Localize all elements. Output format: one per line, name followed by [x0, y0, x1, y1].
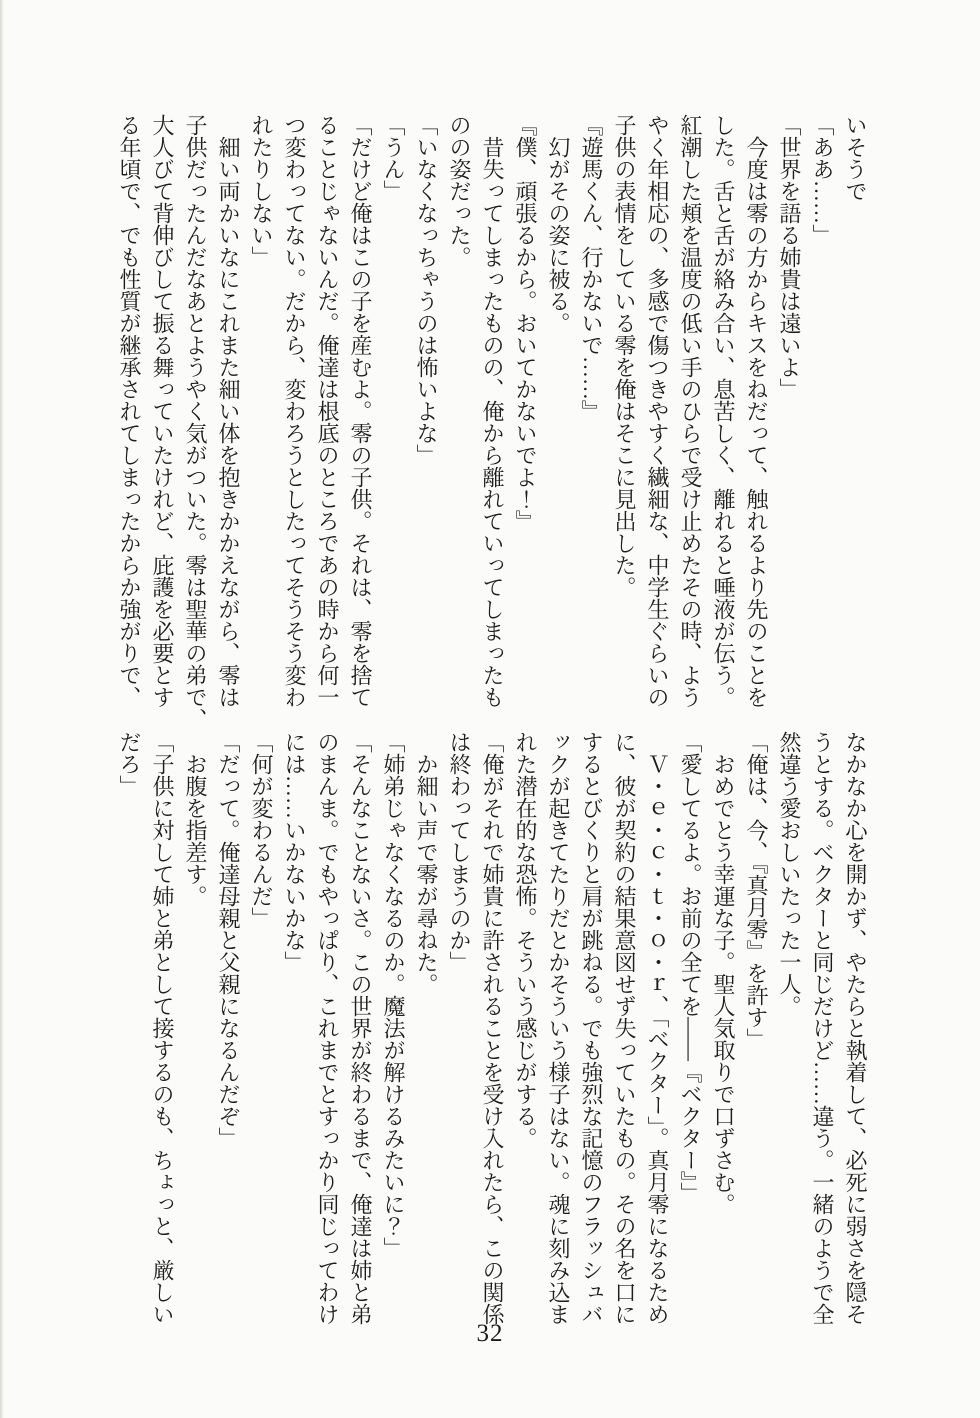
- text-line: のまんま。でもやっぱり、これまでとすっかり同じってわけ: [315, 731, 340, 1325]
- text-line: ることじゃないんだ。俺達は根底のところであの時から何一: [315, 114, 340, 708]
- text-line: 「うん」: [381, 114, 406, 202]
- text-line: するとびくりと肩が跳ねる。でも強烈な記憶のフラッシュバ: [579, 731, 604, 1325]
- text-line: つ変わってない。だから、変わろうとしたってそうそう変わ: [282, 114, 307, 708]
- text-line: 昔失ってしまったものの、俺から離れていってしまったも: [480, 136, 505, 708]
- text-line: 細い両かいなにこれまた細い体を抱きかかえながら、零は: [216, 136, 241, 708]
- text-line: のの姿だった。: [447, 114, 472, 268]
- text-line: 「だけど俺はこの子を産むよ。零の子供。それは、零を捨て: [348, 114, 373, 708]
- text-line: だろ」: [117, 731, 142, 797]
- text-line: 「いなくなっちゃうのは怖いよな」: [414, 114, 439, 466]
- text-line: 「俺は、今、『真月零』を許す」: [744, 731, 769, 1050]
- text-line: は終わってしまうのか」: [447, 731, 472, 973]
- text-line: 今度は零の方からキスをねだって、触れるより先のことを: [744, 136, 769, 708]
- text-line: 「何が変わるんだ」: [249, 731, 274, 929]
- text-line: やく年相応の、多感で傷つきやすく繊細な、中学生ぐらいの: [645, 114, 670, 708]
- text-line: 「俺がそれで姉貴に許されることを受け入れたら、この関係: [480, 731, 505, 1325]
- text-line: 「ああ……」: [810, 114, 835, 246]
- text-line: に、彼が契約の結果意図せず失っていたもの。その名を口に: [612, 731, 637, 1325]
- text-line: 「世界を語る姉貴は遠いよ」: [777, 114, 802, 400]
- text-line: お腹を指差す。: [183, 753, 208, 907]
- text-line: 「愛してるよ。お前の全てを――『ベクター』」: [678, 731, 703, 1204]
- text-line: 幻がその姿に被る。: [546, 136, 571, 334]
- text-line: 紅潮した頬を温度の低い手のひらで受け止めたその時、よう: [678, 114, 703, 708]
- text-line: ックが起きてたりだとかそういう様子はない。魂に刻み込ま: [546, 731, 571, 1325]
- text-line: れた潜在的な恐怖。そういう感じがする。: [513, 731, 538, 1149]
- text-line: した。舌と舌が絡み合い、息苦しく、離れると唾液が伝う。: [711, 114, 736, 708]
- page-number: 32: [476, 1320, 504, 1347]
- text-line: か細い声で零が尋ねた。: [414, 753, 439, 995]
- text-line: 『遊馬くん、行かないで……』: [579, 114, 604, 422]
- text-line: 「姉弟じゃなくなるのか。魔法が解けるみたいに？」: [381, 731, 406, 1259]
- text-line: る年頃で、でも性質が継承されてしまったからか強がりで、: [117, 114, 142, 708]
- text-line: 「だって。俺達母親と父親になるんだぞ」: [216, 731, 241, 1149]
- text-line: 然違う愛おしいたった一人。: [777, 731, 802, 1017]
- text-line: いそうで: [843, 114, 868, 202]
- text-line: 大人びて背伸びして振る舞っていたけれど、庇護を必要とす: [150, 114, 175, 708]
- text-line: Ｖ・ｅ・ｃ・ｔ・ｏ・ｒ、「ベクター」。真月零になるため: [645, 753, 670, 1325]
- lower-text-block: [113, 731, 872, 1337]
- text-line: なかなか心を開かず、やたらと執着して、必死に弱さを隠そ: [843, 731, 868, 1325]
- upper-text-block: [113, 114, 872, 730]
- text-line: 『僕、頑張るから。おいてかないでよ！』: [513, 114, 538, 532]
- text-line: 子供の表情をしている零を俺はそこに見出した。: [612, 114, 637, 598]
- text-line: 子供だったんだなあとようやく気がついた。零は聖華の弟で、: [183, 114, 208, 730]
- text-line: には……いかないかな」: [282, 731, 307, 973]
- text-line: おめでとう幸運な子。聖人気取りで口ずさむ。: [711, 753, 736, 1215]
- text-line: うとする。ベクターと同じだけど……違う。一緒のようで全: [810, 731, 835, 1325]
- text-line: 「そんなことないさ。この世界が終わるまで、俺達は姉と弟: [348, 731, 373, 1325]
- text-line: れたりしない」: [249, 114, 274, 268]
- text-line: 「子供に対して姉と弟として接するのも、ちょっと、厳しい: [150, 731, 175, 1325]
